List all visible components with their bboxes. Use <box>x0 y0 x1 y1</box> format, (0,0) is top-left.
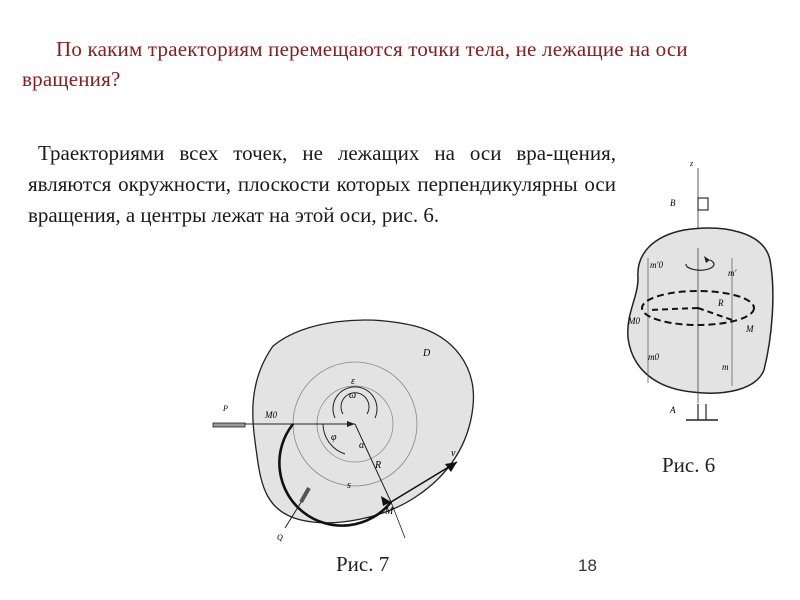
figure-6 <box>614 148 792 438</box>
fig6-label-b: B <box>670 198 676 208</box>
fig7-label-q: Q <box>277 533 283 542</box>
fig6-label-m0: M0 <box>628 316 640 326</box>
figure-7 <box>205 306 481 548</box>
fig7-label-phi: φ <box>331 432 337 443</box>
question-heading: По каким траекториям перемещаются точки тела, не лежащие на оси вращения? <box>22 37 688 91</box>
figure-7-caption: Рис. 7 <box>336 552 390 576</box>
fig6-body <box>628 228 773 393</box>
fig7-label-r: R <box>375 460 382 471</box>
fig7-label-alpha: α <box>359 440 365 451</box>
fig7-label-epsilon: ε <box>351 376 355 387</box>
fig7-label-m: M <box>385 506 394 517</box>
fig7-label-omega: ω <box>349 390 357 401</box>
fig6-label-r: R <box>718 298 724 308</box>
fig6-label-a: A <box>670 405 676 415</box>
answer-paragraph: Траекториями всех точек, не лежащих на оси вра-щения, являются окружности, плоскости которых перпендикулярны оси вращения, а центры лежат на этой оси, рис. 6. <box>28 141 616 227</box>
page-number: 18 <box>578 556 597 575</box>
fig7-label-d: D <box>423 348 431 359</box>
fig6-label-z: z <box>690 159 694 168</box>
fig6-label-m0-bottom: m0 <box>648 352 659 362</box>
fig6-bearing-top <box>698 198 708 210</box>
fig6-label-m0-top: m′0 <box>650 260 663 270</box>
fig6-label-m-bottom: m <box>722 362 729 372</box>
fig6-label-m: M <box>746 324 754 334</box>
fig7-label-s: s <box>347 480 351 491</box>
fig7-label-p: P <box>223 404 228 413</box>
fig7-label-v: v <box>451 448 456 459</box>
fig7-label-m0: M0 <box>265 410 277 420</box>
figure-6-caption: Рис. 6 <box>662 453 716 477</box>
fig6-label-m-top: m′ <box>728 268 737 278</box>
